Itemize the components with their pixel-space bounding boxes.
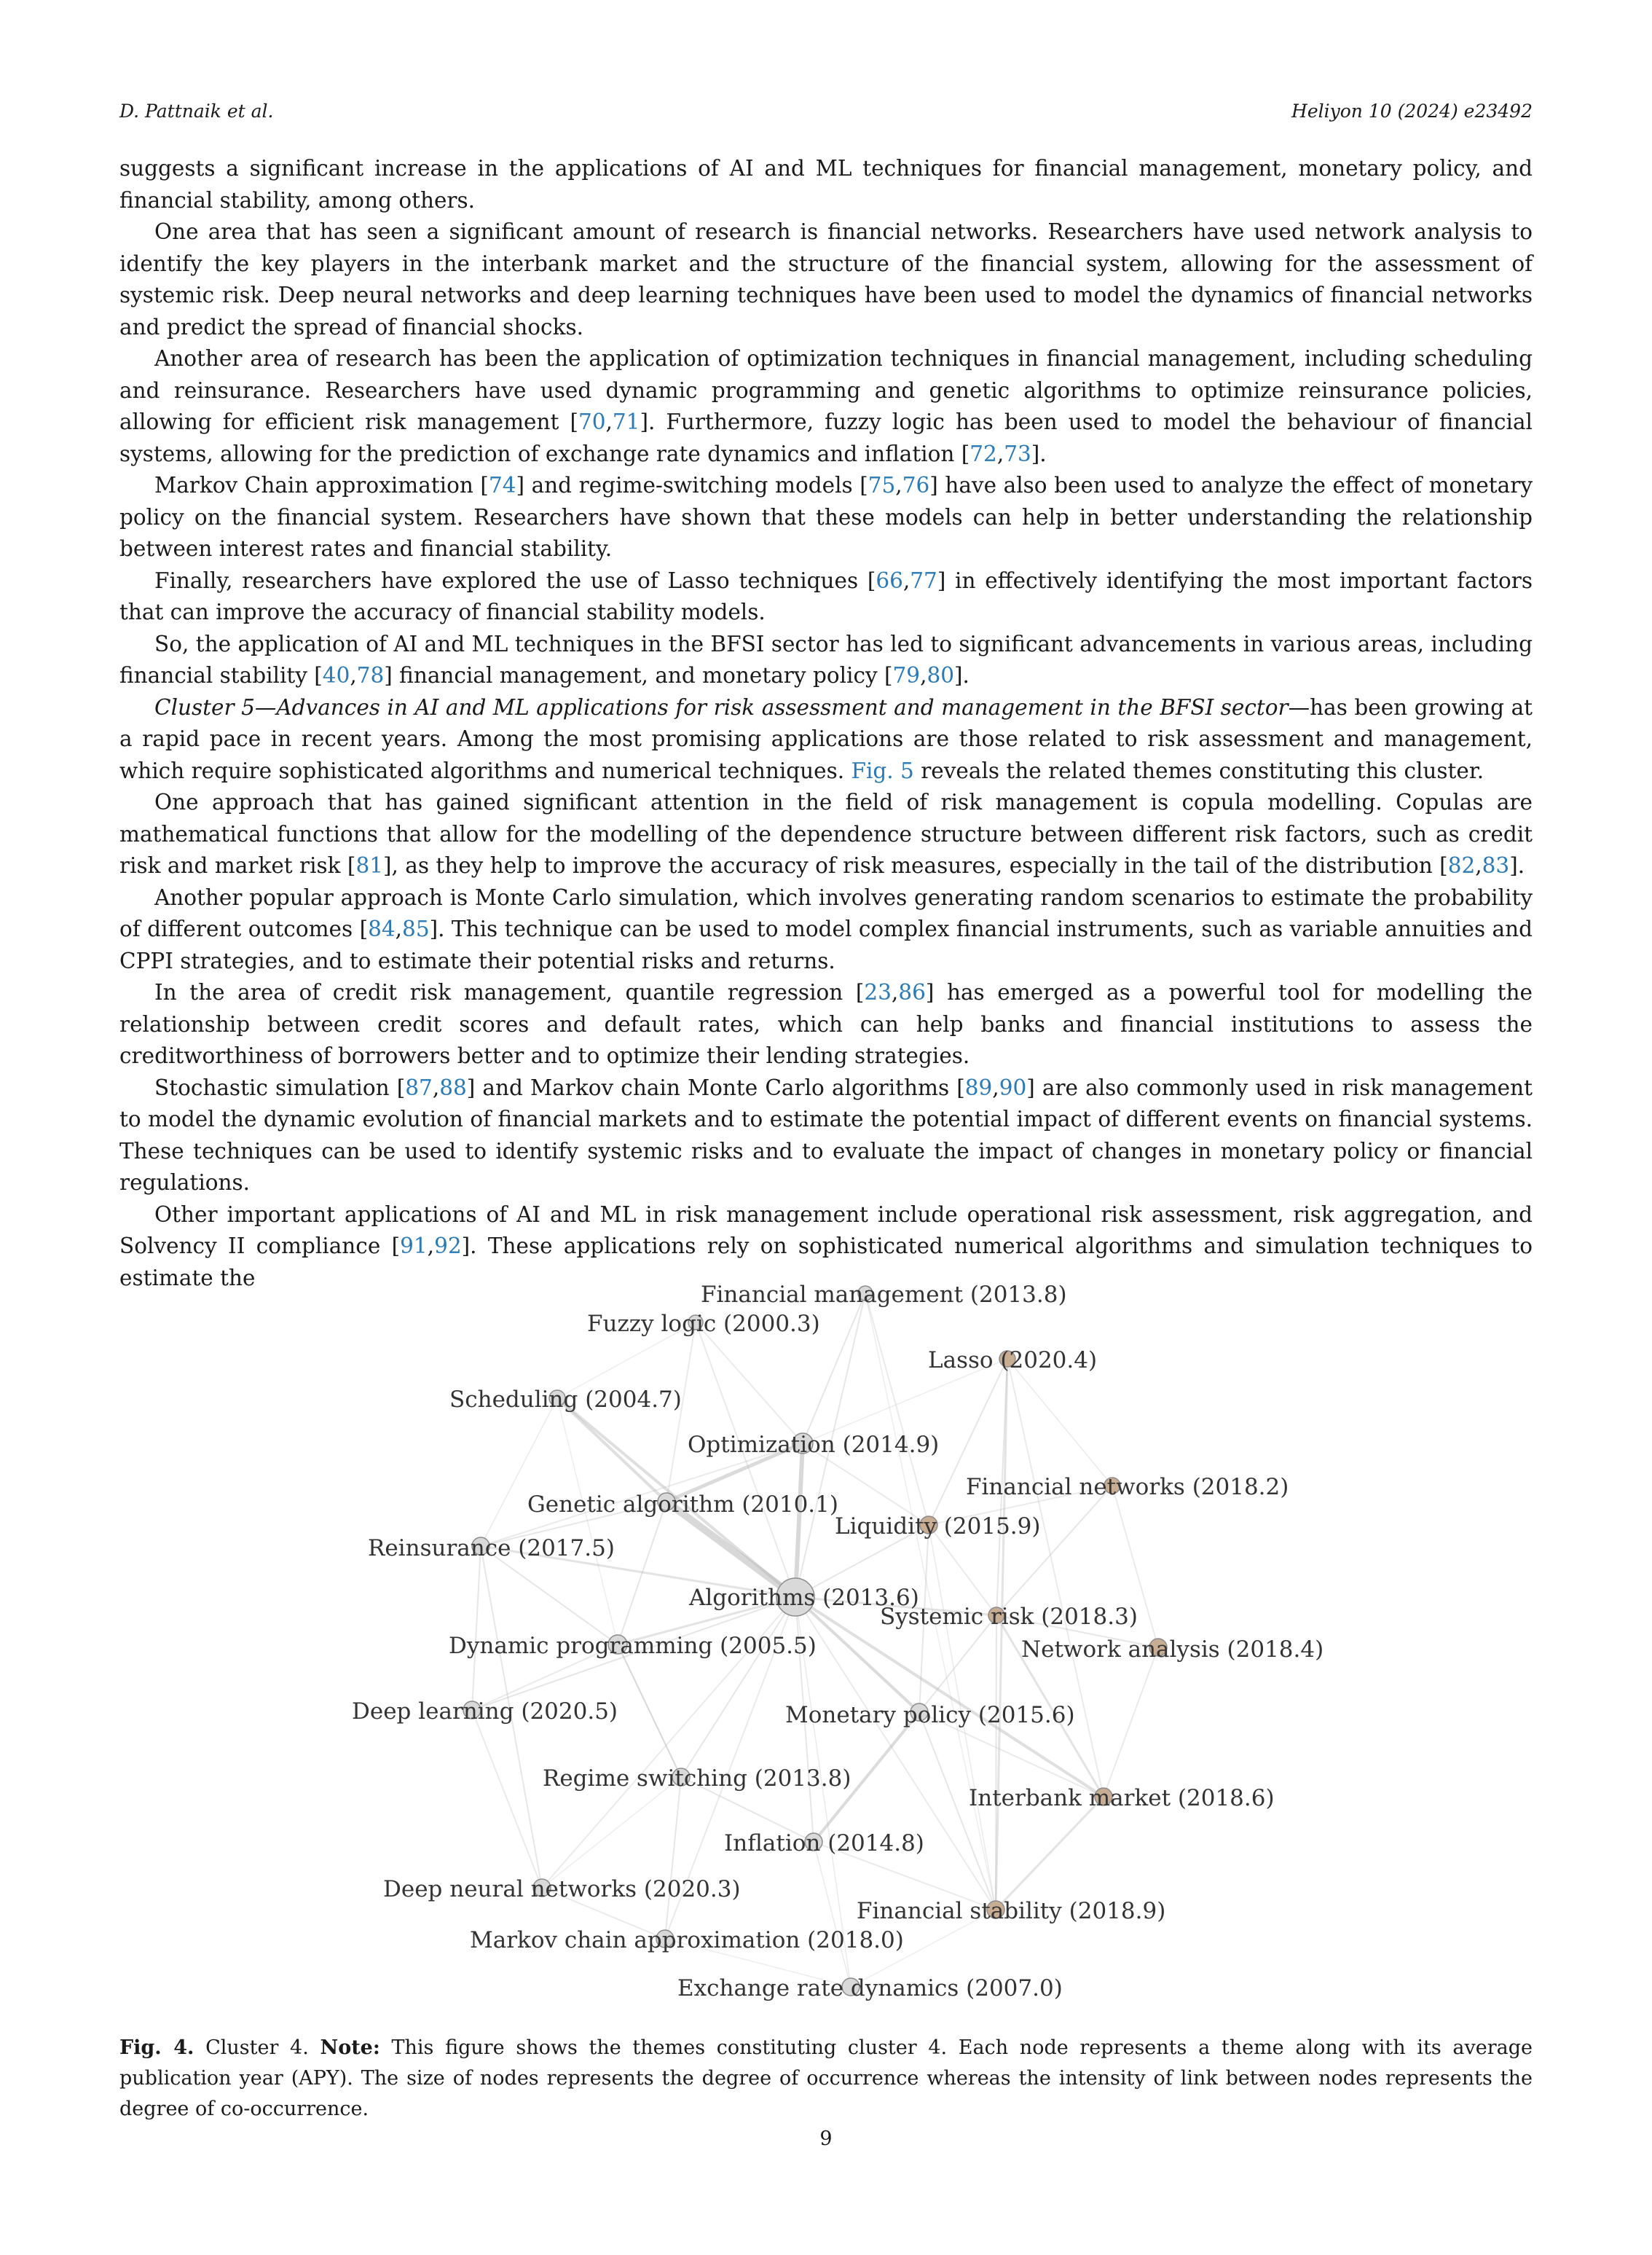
network-node-label: Optimization (2014.9) — [688, 1432, 940, 1458]
network-edge — [1007, 1359, 1112, 1486]
citation-link[interactable]: 74 — [488, 473, 516, 498]
paragraph: Stochastic simulation [87,88] and Markov chain Monte Carlo algorithms [89,90] are also commonly used in risk management to model the dynamic evolution of financial markets and to estimate the potential impact of different events on financial systems. These techniques can be used to identify systemic risks and to evaluate the impact of changes in monetary policy or financial regulations. — [119, 1075, 1533, 1195]
network-edge — [472, 1710, 542, 1888]
network-node-label: Financial networks (2018.2) — [966, 1474, 1289, 1500]
citation-link[interactable]: 89 — [964, 1075, 993, 1100]
network-edge — [618, 1644, 681, 1777]
citation-link[interactable]: 79 — [892, 663, 921, 688]
network-node-label: Financial stability (2018.9) — [857, 1898, 1166, 1924]
figure-caption — [119, 2033, 1533, 2125]
network-edge — [996, 1797, 1104, 1910]
paragraph: Other important applications of AI and ML in risk management include operational risk assessment, risk aggregation, and Solvency II compliance [91,92]. These applications rely on sophisticated numerical algorithms and simulation techniques to estimate the — [119, 1201, 1533, 1290]
caption-title: Cluster 4. — [205, 2036, 309, 2059]
network-node-label: Algorithms (2013.6) — [689, 1585, 919, 1611]
network-node-label: Lasso (2020.4) — [928, 1347, 1098, 1373]
paragraph: Cluster 5—Advances in AI and ML applications for risk assessment and management in the BFSI sector—has been growing at a rapid pace in recent years. Among the most promising applications are those related to risk assessment and management, which require sophisticated algorithms and numerical techniques. Fig. 5 reveals the related themes constituting this cluster. — [119, 694, 1533, 783]
network-node-label: Inflation (2014.8) — [724, 1830, 924, 1856]
citation-link[interactable]: 85 — [402, 917, 430, 941]
network-node-label: Regime switching (2013.8) — [543, 1765, 851, 1792]
network-edge — [996, 1359, 1007, 1910]
network-node-label: Monetary policy (2015.6) — [785, 1702, 1075, 1728]
citation-link[interactable]: 87 — [405, 1075, 433, 1100]
network-edge — [996, 1486, 1112, 1615]
network-node-label: Liquidity (2015.9) — [835, 1513, 1041, 1540]
caption-text: This figure shows the themes constituting cluster 4. Each node represents a theme along with its average publication year (APY). The size of nodes represents the degree of occurrence whereas the intensity of link between nodes represents the degree of co-occurrence. — [119, 2036, 1533, 2120]
citation-link[interactable]: 88 — [439, 1075, 467, 1100]
paragraph: suggests a significant increase in the applications of AI and ML techniques for financial management, monetary policy, and financial stability, among others. — [119, 156, 1533, 213]
network-edge — [557, 1398, 666, 1502]
citation-link[interactable]: 84 — [368, 917, 396, 941]
network-edge — [618, 1502, 666, 1644]
network-edge — [481, 1398, 557, 1546]
paragraph: Markov Chain approximation [74] and regime-switching models [75,76] have also been used to analyze the effect of monetary policy on the financial system. Researchers have shown that these models can help in better understanding the relationship between interest rates and financial stability. — [119, 473, 1533, 561]
page-header — [119, 101, 1533, 130]
citation-link[interactable]: 90 — [999, 1075, 1027, 1100]
page-number: 9 — [819, 2127, 833, 2150]
citation-link[interactable]: 83 — [1482, 853, 1510, 878]
paragraph: Another area of research has been the application of optimization techniques in financial management, including scheduling and reinsurance. Researchers have used dynamic programming and genetic algorithms to optimize reinsurance policies, allowing for efficient risk management [70,71]. Furthermore, fuzzy logic has been used to model the behaviour of financial systems, allowing for the prediction of exchange rate dynamics and inflation [72,73]. — [119, 346, 1533, 466]
caption-label: Fig. 4. — [119, 2036, 194, 2059]
figure-cluster-network — [0, 1271, 1652, 2015]
citation-link[interactable]: 92 — [434, 1234, 462, 1258]
network-edge — [795, 1597, 996, 1910]
paragraph: One area that has seen a significant amount of research is financial networks. Researchers have used network analysis to identify the key players in the interbank market and the structure of the financial system, allowing for the assessment of systemic risk. Deep neural networks and deep learning techniques have been used to model the dynamics of financial networks and predict the spread of financial shocks. — [119, 219, 1533, 340]
paragraph: Another popular approach is Monte Carlo simulation, which involves generating random scenarios to estimate the probability of different outcomes [84,85]. This technique can be used to model complex financial instruments, such as variable annuities and CPPI strategies, and to estimate their potential risks and returns. — [119, 885, 1533, 973]
network-node-label: Scheduling (2004.7) — [449, 1387, 682, 1413]
paragraph: One approach that has gained significant attention in the field of risk management is copula modelling. Copulas are mathematical functions that allow for the modelling of the dependence structure between different risk factors, such as credit risk and market risk [81], as they help to improve the accuracy of risk measures, especially in the tail of the distribution [82,83]. — [119, 790, 1533, 878]
network-node-label: Systemic risk (2018.3) — [880, 1604, 1138, 1630]
network-node-label: Exchange rate dynamics (2007.0) — [677, 1975, 1063, 2001]
caption-note-label: Note: — [320, 2036, 380, 2059]
network-node-label: Network analysis (2018.4) — [1021, 1636, 1324, 1663]
citation-link[interactable]: 77 — [910, 568, 937, 593]
citation-link[interactable]: 78 — [356, 663, 385, 688]
network-edge — [696, 1322, 803, 1443]
citation-link[interactable]: 80 — [927, 663, 955, 688]
network-node-label: Markov chain approximation (2018.0) — [470, 1927, 904, 1953]
cluster-heading: Cluster 5—Advances in AI and ML applications for risk assessment and management in the BFSI sector — [154, 694, 1289, 720]
citation-link[interactable]: 86 — [898, 980, 926, 1005]
network-node-label: Deep neural networks (2020.3) — [383, 1876, 741, 1902]
network-edge — [665, 1777, 681, 1939]
paragraph: In the area of credit risk management, quantile regression [23,86] has emerged as a powerful tool for modelling the relationship between credit scores and default rates, which can help banks and financial institutions to assess the creditworthiness of borrowers better and to optimize their lending strategies. — [119, 980, 1533, 1068]
network-edge — [814, 1842, 851, 1987]
network-node-label: Fuzzy logic (2000.3) — [587, 1311, 820, 1337]
figure-link[interactable]: Fig. 5 — [851, 758, 914, 783]
citation-link[interactable]: 91 — [400, 1234, 428, 1258]
network-node-label: Genetic algorithm (2010.1) — [527, 1491, 838, 1518]
citation-link[interactable]: 76 — [902, 473, 930, 498]
citation-link[interactable]: 23 — [864, 980, 892, 1005]
citation-link[interactable]: 71 — [612, 409, 640, 434]
citation-link[interactable]: 81 — [355, 853, 383, 878]
body-text — [119, 153, 1533, 1294]
citation-link[interactable]: 82 — [1447, 853, 1476, 878]
network-node-label: Deep learning (2020.5) — [352, 1698, 618, 1725]
network-node-label: Dynamic programming (2005.5) — [449, 1633, 817, 1659]
citation-link[interactable]: 72 — [969, 441, 997, 466]
network-edge — [1104, 1647, 1158, 1797]
citation-link[interactable]: 73 — [1004, 441, 1031, 466]
network-node-label: Financial management (2013.8) — [701, 1282, 1067, 1308]
network-edge — [1007, 1359, 1104, 1797]
network-edge — [795, 1443, 803, 1597]
network-edge — [472, 1546, 481, 1710]
network-edge — [542, 1777, 681, 1888]
citation-link[interactable]: 70 — [578, 409, 606, 434]
paragraph: So, the application of AI and ML techniques in the BFSI sector has led to significant advancements in various areas, including financial stability [40,78] financial management, and monetary policy [79,80]. — [119, 631, 1533, 688]
running-authors: D. Pattnaik et al. — [119, 101, 274, 122]
paragraph: Finally, researchers have explored the use of Lasso techniques [66,77] in effectively identifying the most important factors that can improve the accuracy of financial stability models. — [119, 568, 1533, 624]
running-journal: Heliyon 10 (2024) e23492 — [1291, 101, 1533, 122]
citation-link[interactable]: 40 — [322, 663, 350, 688]
citation-link[interactable]: 75 — [868, 473, 896, 498]
network-node-label: Reinsurance (2017.5) — [368, 1535, 615, 1561]
citation-link[interactable]: 66 — [876, 568, 903, 593]
network-node-label: Interbank market (2018.6) — [969, 1785, 1275, 1811]
network-diagram — [0, 1271, 1652, 2015]
